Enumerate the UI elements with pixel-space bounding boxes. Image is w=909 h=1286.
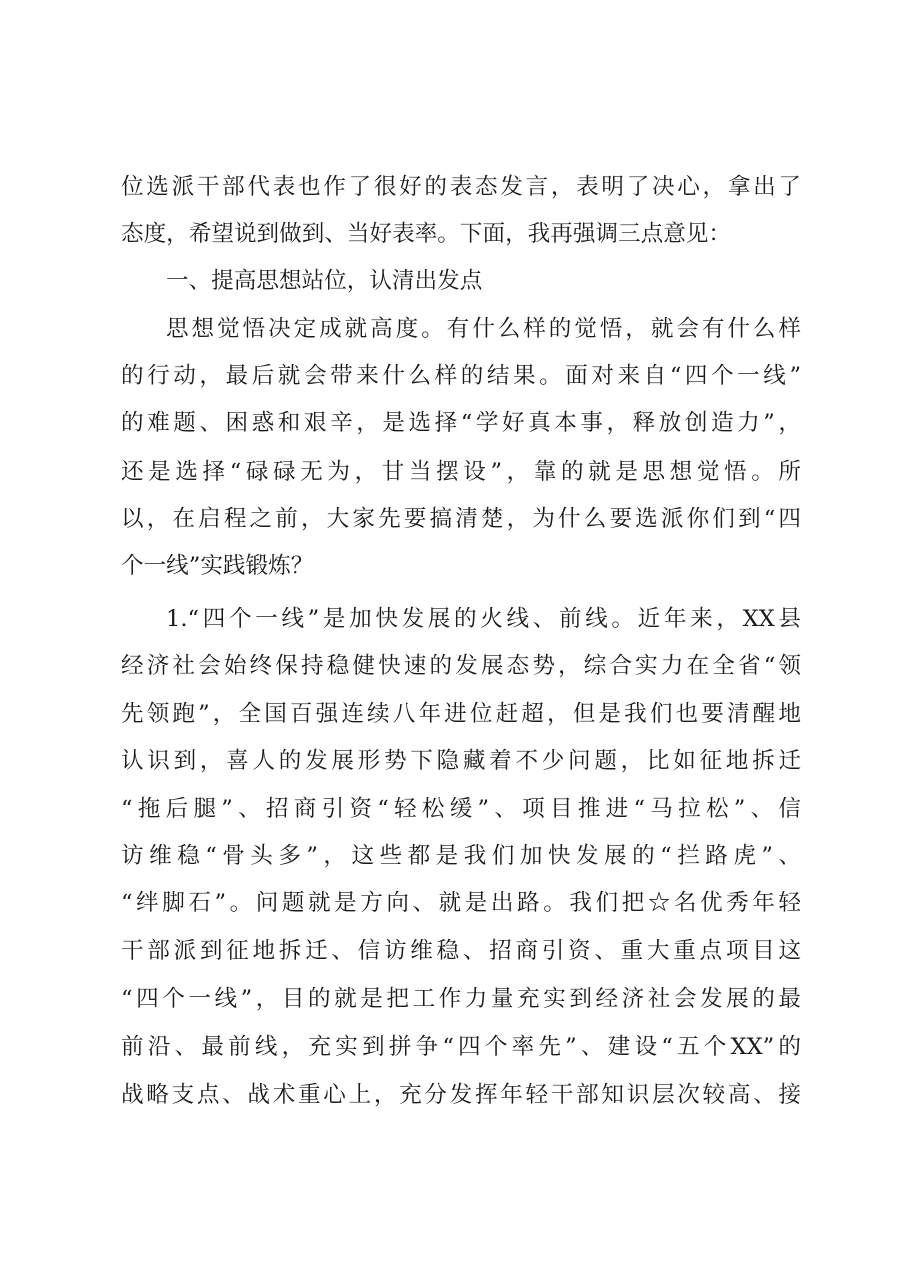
paragraph-line: 的难题、困惑和艰辛，是选择“学好真本事，释放创造力”，	[121, 410, 801, 436]
paragraph-line: 战略支点、战术重心上，充分发挥年轻干部知识层次较高、接	[121, 1082, 801, 1108]
paragraph-line: 访维稳“骨头多”，这些都是我们加快发展的“拦路虎”、	[121, 843, 801, 869]
paragraph-line: 干部派到征地拆迁、信访维稳、招商引资、重大重点项目这	[121, 938, 801, 964]
section-heading: 一、提高思想站位，认清出发点	[166, 268, 483, 294]
paragraph-line: 经济社会始终保持稳健快速的发展态势，综合实力在全省“领	[121, 653, 801, 679]
paragraph-line: 还是选择“碌碌无为，甘当摆设”，靠的就是思想觉悟。所	[121, 459, 801, 485]
paragraph-line: 前沿、最前线，充实到拼争“四个率先”、建设“五个XX”的	[121, 1034, 801, 1060]
paragraph-line: 认识到，喜人的发展形势下隐藏着不少问题，比如征地拆迁	[121, 748, 801, 774]
paragraph-line: 态度，希望说到做到、当好表率。下面，我再强调三点意见：	[121, 221, 732, 247]
paragraph-line: 位选派干部代表也作了很好的表态发言，表明了决心，拿出了	[121, 174, 801, 200]
paragraph-line: “绊脚石”。问题就是方向、就是出路。我们把☆名优秀年轻	[121, 890, 801, 916]
paragraph-line: “拖后腿”、招商引资“轻松缓”、项目推进“马拉松”、信	[121, 796, 801, 822]
paragraph-line: “四个一线”，目的就是把工作力量充实到经济社会发展的最	[121, 986, 801, 1012]
paragraph-line: 个一线”实践锻炼？	[121, 553, 314, 579]
paragraph-line: 的行动，最后就会带来什么样的结果。面对来自“四个一线”	[121, 363, 801, 389]
paragraph-line: 思想觉悟决定成就高度。有什么样的觉悟，就会有什么样	[166, 316, 801, 342]
paragraph-line: 先领跑”，全国百强连续八年进位赶超，但是我们也要清醒地	[121, 701, 801, 727]
paragraph-line: 1.“四个一线”是加快发展的火线、前线。近年来，XX县	[166, 606, 801, 632]
paragraph-line: 以，在启程之前，大家先要搞清楚，为什么要选派你们到“四	[121, 506, 801, 532]
